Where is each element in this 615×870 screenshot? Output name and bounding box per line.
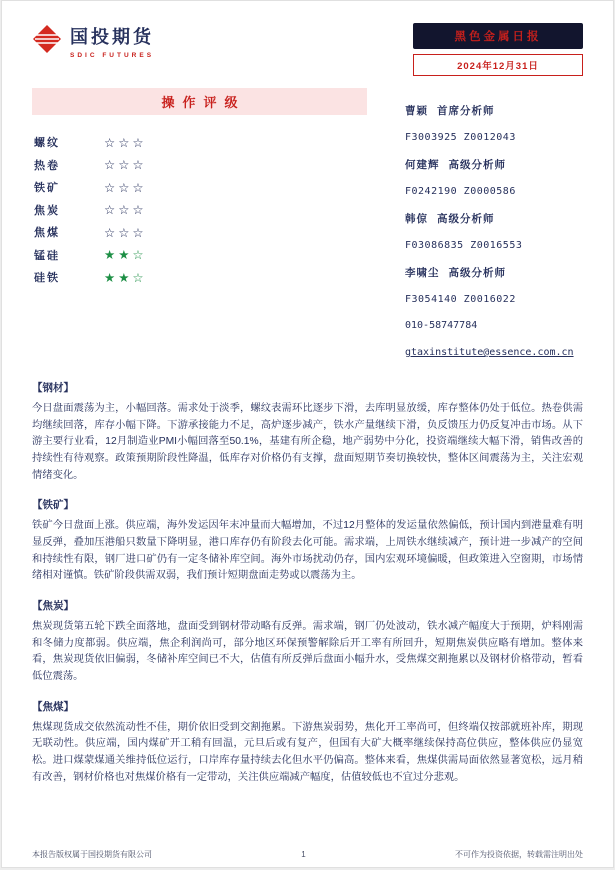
section-title: 【焦煤】	[32, 700, 74, 713]
rating-list	[32, 131, 367, 289]
rating-row	[34, 131, 367, 154]
analyst-cert: F03086835 Z0016553	[405, 240, 523, 251]
analyst-title: 首席分析师	[437, 105, 495, 117]
commodity-label: 螺纹	[34, 137, 60, 150]
section-steel	[32, 380, 583, 484]
section-coke	[32, 598, 583, 686]
analyst-name-title	[405, 104, 583, 118]
star-rating: ☆☆☆	[104, 202, 147, 218]
analyst-cert: F3054140 Z0016022	[405, 294, 516, 305]
rating-row	[34, 221, 367, 244]
analyst-name: 何建辉	[405, 159, 440, 171]
contact-email-link[interactable]: gtaxinstitute@essence.com.cn	[405, 347, 574, 358]
analyst-title: 高级分析师	[437, 213, 495, 225]
report-header-box	[413, 23, 583, 76]
star-rating: ★★☆	[104, 269, 147, 285]
rating-row	[34, 266, 367, 289]
section-title: 【焦炭】	[32, 600, 74, 613]
rating-row	[34, 154, 367, 177]
report-title-badge: 黑色金属日报	[413, 23, 583, 49]
analyst-title: 高级分析师	[448, 159, 506, 171]
report-page	[1, 0, 614, 868]
footer-disclaimer: 不可作为投资依据，转载需注明出处	[454, 850, 583, 859]
star-rating: ☆☆☆	[104, 134, 147, 150]
section-iron-ore	[32, 497, 583, 585]
section-title: 【铁矿】	[32, 499, 74, 512]
section-title: 【钢材】	[32, 382, 74, 394]
analyst-block	[405, 212, 583, 252]
footer-page-number: 1	[301, 850, 306, 859]
commodity-label: 硅铁	[34, 272, 60, 285]
commodity-label: 铁矿	[34, 182, 60, 195]
analyst-name: 曹颖	[405, 105, 428, 117]
rating-row	[34, 199, 367, 222]
rating-panel-title: 操作评级	[32, 88, 367, 115]
commodity-label: 热卷	[34, 159, 60, 172]
brand-logo	[32, 23, 154, 59]
rating-row	[34, 176, 367, 199]
analyst-name: 李啸尘	[405, 267, 440, 279]
star-rating: ★★☆	[104, 247, 147, 263]
star-rating: ☆☆☆	[104, 224, 147, 240]
analyst-block	[405, 104, 583, 144]
commodity-label: 焦煤	[34, 227, 60, 240]
commodity-label: 焦炭	[34, 204, 60, 217]
report-date: 2024年12月31日	[413, 54, 583, 76]
analyst-name-title	[405, 158, 583, 172]
rating-panel	[32, 88, 367, 360]
contact-phone: 010-58747784	[405, 320, 478, 331]
commodity-label: 锰硅	[34, 249, 60, 262]
page-footer	[32, 845, 583, 860]
section-body: 焦煤现货成交依然流动性不佳，期价依旧受到交割拖累。下游焦炭弱势，焦化开工率尚可，但终端仅按部就班补库，期现无联动性。供应端，国内煤矿开工稍有回温，元旦后或有复产，但国有大矿大概率继续保持高位供应，整体供应仍显宽松。进口煤蒙煤通关维持低位运行，口岸库存量持续去化但水平仍偏高。整体来看，焦煤供需局面依然显著宽松，远月稍有改善，钢材价格也对焦煤价格有一定带动，关注供应端减产幅度，估值较低也不宜过分悲观。	[32, 721, 583, 783]
section-coking-coal	[32, 699, 583, 787]
analyst-panel	[367, 88, 583, 360]
star-rating: ☆☆☆	[104, 157, 147, 173]
summary-columns	[32, 88, 583, 360]
brand-name: 国投期货	[70, 27, 154, 47]
brand-subtitle: SDIC FUTURES	[70, 52, 155, 59]
analyst-block	[405, 158, 583, 198]
commentary-sections	[32, 380, 583, 786]
analyst-name-title	[405, 266, 583, 280]
brand-diamond-icon	[32, 24, 62, 59]
analyst-title: 高级分析师	[448, 267, 506, 279]
section-body: 焦炭现货第五轮下跌全面落地，盘面受到钢材带动略有反弹。需求端，钢厂仍处波动，铁水减产幅度大于预期，炉料刚需和冬储力度都弱。供应端，焦企利润尚可，部分地区环保预警解除后开工率有所回升，短期焦炭供应略有增加。整体来看，焦炭现货依旧偏弱，冬储补库空间已不大，估值有所反弹后盘面小幅升水，受焦煤交割拖累以及钢材价格带动，暂看低位震荡。	[32, 621, 583, 683]
page-header	[32, 23, 583, 76]
analyst-cert: F3003925 Z0012043	[405, 132, 516, 143]
rating-row	[34, 244, 367, 267]
section-body: 今日盘面震荡为主，小幅回落。需求处于淡季，螺纹表需环比逐步下滑，去库明显放缓，库存整体仍处于低位。热卷供需均继续回落，库存小幅下降。下游承接能力不足，高炉逐步减产，铁水产量继续下滑，负反馈压力仍反复冲击市场。从下游主要行业看，12月制造业PMI小幅回落至50.1%，基建有所企稳，地产弱势中分化，投资端继续大幅下滑，销售改善的持续性有待观察。政策预期阶段性降温，低库存对价格仍有支撑，盘面短期节奏切换较快，整体区间震荡为主，关注宏观情绪变化。	[32, 403, 583, 481]
analyst-name-title	[405, 212, 583, 226]
analyst-block	[405, 266, 583, 306]
section-body: 铁矿今日盘面上涨。供应端，海外发运因年末冲量而大幅增加，不过12月整体的发运量依然偏低，预计国内到港量难有明显反弹，叠加压港船只数量下降明显，港口库存仍有阶段去化可能。需求端，上周铁水继续减产，预计进一步减产的空间和持续性有限，钢厂进口矿仍有一定冬储补库空间。海外市场扰动仍存，国内宏观环境偏暖，但政策进入空窗期，市场情绪相对谨慎。铁矿阶段供需双弱，我们预计短期盘面走势或以震荡为主。	[32, 520, 583, 582]
analyst-cert: F0242190 Z0000586	[405, 186, 516, 197]
footer-copyright: 本报告版权属于国投期货有限公司	[32, 850, 152, 859]
analyst-name: 韩倞	[405, 213, 428, 225]
star-rating: ☆☆☆	[104, 179, 147, 195]
